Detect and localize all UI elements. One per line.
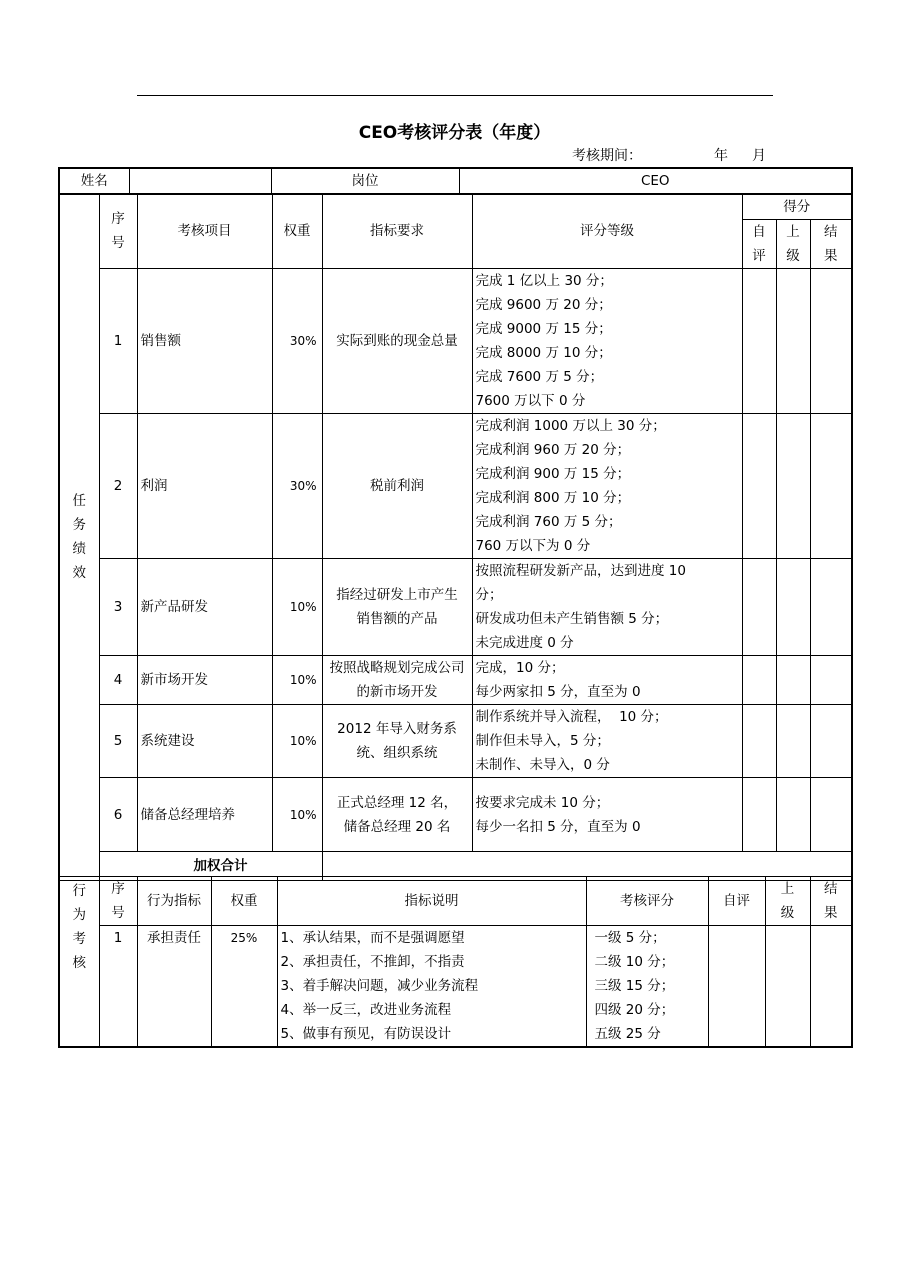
col-result: 结果: [810, 220, 852, 269]
col-weight: 权重: [211, 877, 277, 926]
row-grading: 制作系统并导入流程， 10 分； 制作但未导入，5 分； 未制作、未导入，0 分: [472, 705, 742, 778]
top-rule: [137, 95, 773, 96]
row-grading: 按要求完成未 10 分； 每少一名扣 5 分，直至为 0: [472, 778, 742, 852]
table-row: [59, 656, 852, 705]
name-label: 姓名: [59, 168, 129, 194]
col-rating: 考核评分: [586, 877, 708, 926]
row-no: 2: [99, 414, 137, 559]
col-no: 序号: [99, 877, 137, 926]
result-score-cell[interactable]: [810, 656, 852, 705]
behavior-section-text: 行为考核: [72, 883, 86, 971]
self-score-cell[interactable]: [742, 269, 776, 414]
total-label: 加权合计: [99, 852, 322, 881]
superior-score-cell[interactable]: [776, 705, 810, 778]
row-no: 1: [99, 926, 137, 1048]
row-requirement: 税前利润: [322, 414, 472, 559]
row-no: 5: [99, 705, 137, 778]
result-score-cell[interactable]: [810, 705, 852, 778]
row-item: 销售额: [137, 269, 272, 414]
period-label: 考核期间：: [572, 148, 642, 164]
self-score-cell[interactable]: [708, 926, 765, 1048]
col-indicator: 行为指标: [137, 877, 211, 926]
table-row: [59, 269, 852, 414]
row-weight: 10%: [272, 778, 322, 852]
result-score-cell[interactable]: [810, 559, 852, 656]
row-requirement: 2012 年导入财务系统、组织系统: [322, 705, 472, 778]
superior-score-cell[interactable]: [776, 559, 810, 656]
period-line: [572, 145, 766, 165]
col-requirement: 指标要求: [322, 194, 472, 269]
col-score: 得分: [742, 194, 852, 220]
row-grading: 完成 1 亿以上 30 分； 完成 9600 万 20 分； 完成 9000 万 15 分； 完成 8000 万 10 分； 完成 7600 万 5 分； 7600 万以下 0 分: [472, 269, 742, 414]
col-self: 自评: [742, 220, 776, 269]
superior-score-cell[interactable]: [776, 269, 810, 414]
row-requirement: 实际到账的现金总量: [322, 269, 472, 414]
col-result: 结果: [810, 877, 852, 926]
row-grading: 完成利润 1000 万以上 30 分； 完成利润 960 万 20 分； 完成利润 900 万 15 分； 完成利润 800 万 10 分； 完成利润 760 万 5 分； 760 万以下为 0 分: [472, 414, 742, 559]
superior-score-cell[interactable]: [776, 656, 810, 705]
superior-score-cell[interactable]: [776, 778, 810, 852]
task-table: [58, 193, 853, 881]
row-weight: 30%: [272, 269, 322, 414]
col-superior: 上级: [765, 877, 810, 926]
row-item: 新市场开发: [137, 656, 272, 705]
col-superior: 上级: [776, 220, 810, 269]
result-score-cell[interactable]: [810, 414, 852, 559]
row-weight: 30%: [272, 414, 322, 559]
row-weight: 10%: [272, 705, 322, 778]
col-item: 考核项目: [137, 194, 272, 269]
row-no: 1: [99, 269, 137, 414]
row-requirement: 正式总经理 12 名，储备总经理 20 名: [322, 778, 472, 852]
self-score-cell[interactable]: [742, 414, 776, 559]
row-description: 1、承认结果，而不是强调愿望 2、承担责任，不推卸，不指责 3、着手解决问题，减少业务流程 4、举一反三，改进业务流程 5、做事有预见，有防误设计: [277, 926, 586, 1048]
year-label: 年: [714, 148, 728, 164]
behavior-table: [58, 876, 853, 1048]
row-requirement: 指经过研发上市产生销售额的产品: [322, 559, 472, 656]
row-indicator: 承担责任: [137, 926, 211, 1048]
row-requirement: 按照战略规划完成公司的新市场开发: [322, 656, 472, 705]
row-no: 4: [99, 656, 137, 705]
table-row: [59, 778, 852, 852]
row-item: 储备总经理培养: [137, 778, 272, 852]
self-score-cell[interactable]: [742, 656, 776, 705]
self-score-cell[interactable]: [742, 559, 776, 656]
col-weight: 权重: [272, 194, 322, 269]
behavior-section-label: [59, 877, 99, 1048]
row-weight: 25%: [211, 926, 277, 1048]
table-row: [59, 705, 852, 778]
row-no: 3: [99, 559, 137, 656]
post-value: CEO: [459, 168, 852, 194]
self-score-cell[interactable]: [742, 778, 776, 852]
header-table: [58, 167, 853, 195]
col-description: 指标说明: [277, 877, 586, 926]
task-section-text: 任务绩效: [72, 493, 86, 581]
row-rating: 一级 5 分； 二级 10 分； 三级 15 分； 四级 20 分； 五级 25 分: [586, 926, 708, 1048]
result-score-cell[interactable]: [810, 926, 852, 1048]
col-grading: 评分等级: [472, 194, 742, 269]
result-score-cell[interactable]: [810, 778, 852, 852]
superior-score-cell[interactable]: [765, 926, 810, 1048]
row-weight: 10%: [272, 559, 322, 656]
col-self: 自评: [708, 877, 765, 926]
row-no: 6: [99, 778, 137, 852]
superior-score-cell[interactable]: [776, 414, 810, 559]
table-row: [59, 926, 852, 1048]
month-label: 月: [752, 148, 766, 164]
col-no: 序号: [99, 194, 137, 269]
name-value[interactable]: [129, 168, 271, 194]
row-item: 利润: [137, 414, 272, 559]
row-item: 新产品研发: [137, 559, 272, 656]
task-section-label: [59, 194, 99, 881]
page-title: CEO考核评分表（年度）: [358, 123, 551, 143]
table-row: [59, 414, 852, 559]
row-grading: 完成，10 分； 每少两家扣 5 分，直至为 0: [472, 656, 742, 705]
result-score-cell[interactable]: [810, 269, 852, 414]
row-grading: 按照流程研发新产品，达到进度 10 分； 研发成功但未产生销售额 5 分； 未完成进度 0 分: [472, 559, 742, 656]
self-score-cell[interactable]: [742, 705, 776, 778]
post-label: 岗位: [271, 168, 459, 194]
table-row: [59, 559, 852, 656]
row-item: 系统建设: [137, 705, 272, 778]
row-weight: 10%: [272, 656, 322, 705]
